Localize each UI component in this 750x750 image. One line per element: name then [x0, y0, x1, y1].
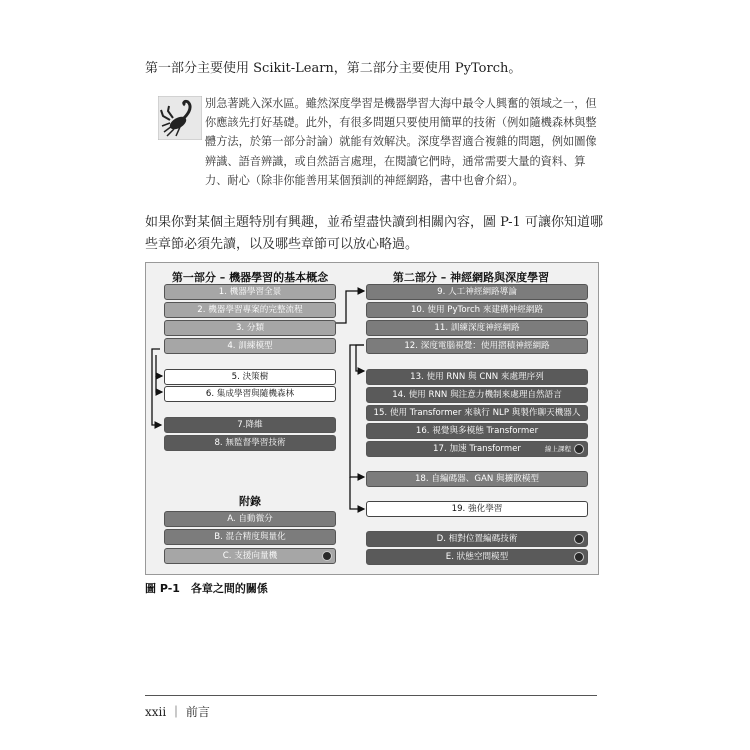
chapter-box: 7.降維	[164, 417, 336, 433]
chapter-box: 18. 自編碼器、GAN 與擴散模型	[366, 471, 588, 487]
footer-rule	[145, 695, 597, 696]
chapter-box: 3. 分類	[164, 320, 336, 336]
part1-header: 第一部分 – 機器學習的基本概念	[171, 271, 329, 284]
chapter-box: 10. 使用 PyTorch 來建構神經網路	[366, 302, 588, 318]
appendix-box	[366, 549, 588, 565]
chapter-box: 15. 使用 Transformer 來執行 NLP 與製作聊天機器人	[366, 405, 588, 421]
chapter-box: 16. 視覺與多模態 Transformer	[366, 423, 588, 439]
globe-icon	[574, 444, 584, 454]
chapter-box: 8. 無監督學習技術	[164, 435, 336, 451]
tip-text: 別急著跳入深水區。雖然深度學習是機器學習大海中最令人興奮的領域之一，但你應該先打好基礎。此外，有很多問題只要使用簡單的技術（例如隨機森林與整體方法，於第一部分討論）就能有效解決。深度學習適合複雜的問題，例如圖像辨識、語音辨識，或自然語言處理，在閱讀它們時，通常需要大量的資料、算力、耐心（除非你能善用某個預訓的神經網路，書中也會介紹）。	[205, 97, 597, 187]
appendix-box: A. 自動微分	[164, 511, 336, 527]
appendix-label: C. 支援向量機	[222, 551, 278, 561]
globe-icon	[574, 534, 584, 544]
part2-header: 第二部分 – 神經網路與深度學習	[392, 271, 550, 284]
appendix-box	[366, 531, 588, 547]
chapter-box: 9. 人工神經網路導論	[366, 284, 588, 300]
paragraph-2: 如果你對某個主題特別有興趣，並希望盡快讀到相關內容，圖 P-1 可讓你知道哪些章節必須先讀，以及哪些章節可以放心略過。	[145, 215, 603, 252]
figure-caption: 圖 P-1 各章之間的關係	[145, 582, 268, 595]
page-footer: xxii ｜ 前言	[145, 705, 210, 719]
chapter-diagram	[145, 262, 599, 575]
globe-icon	[574, 552, 584, 562]
chapter-box: 5. 決策樹	[164, 369, 336, 385]
appendix-box	[164, 548, 336, 564]
chapter-box-online	[366, 441, 588, 457]
chapter-label: 17. 加速 Transformer	[433, 444, 521, 454]
appendix-label: E. 狀態空間模型	[445, 552, 509, 562]
chapter-box: 12. 深度電腦視覺：使用摺積神經網路	[366, 338, 588, 354]
intro-line: 第一部分主要使用 Scikit-Learn，第二部分主要使用 PyTorch。	[145, 61, 522, 76]
appendix-box: B. 混合精度與量化	[164, 529, 336, 545]
scorpion-icon	[158, 96, 202, 140]
chapter-box: 6. 集成學習與隨機森林	[164, 386, 336, 402]
chapter-box: 19. 強化學習	[366, 501, 588, 517]
chapter-box: 14. 使用 RNN 與注意力機制來處理自然語言	[366, 387, 588, 403]
chapter-box: 11. 訓練深度神經網路	[366, 320, 588, 336]
chapter-box: 1. 機器學習全景	[164, 284, 336, 300]
appendix-header: 附錄	[239, 495, 261, 508]
chapter-box: 2. 機器學習專案的完整流程	[164, 302, 336, 318]
chapter-box: 13. 使用 RNN 與 CNN 來處理序列	[366, 369, 588, 385]
appendix-label: D. 相對位置編碼技術	[436, 534, 518, 544]
online-tag: 線上課程	[545, 445, 571, 453]
chapter-box: 4. 訓練模型	[164, 338, 336, 354]
globe-icon	[322, 551, 332, 561]
